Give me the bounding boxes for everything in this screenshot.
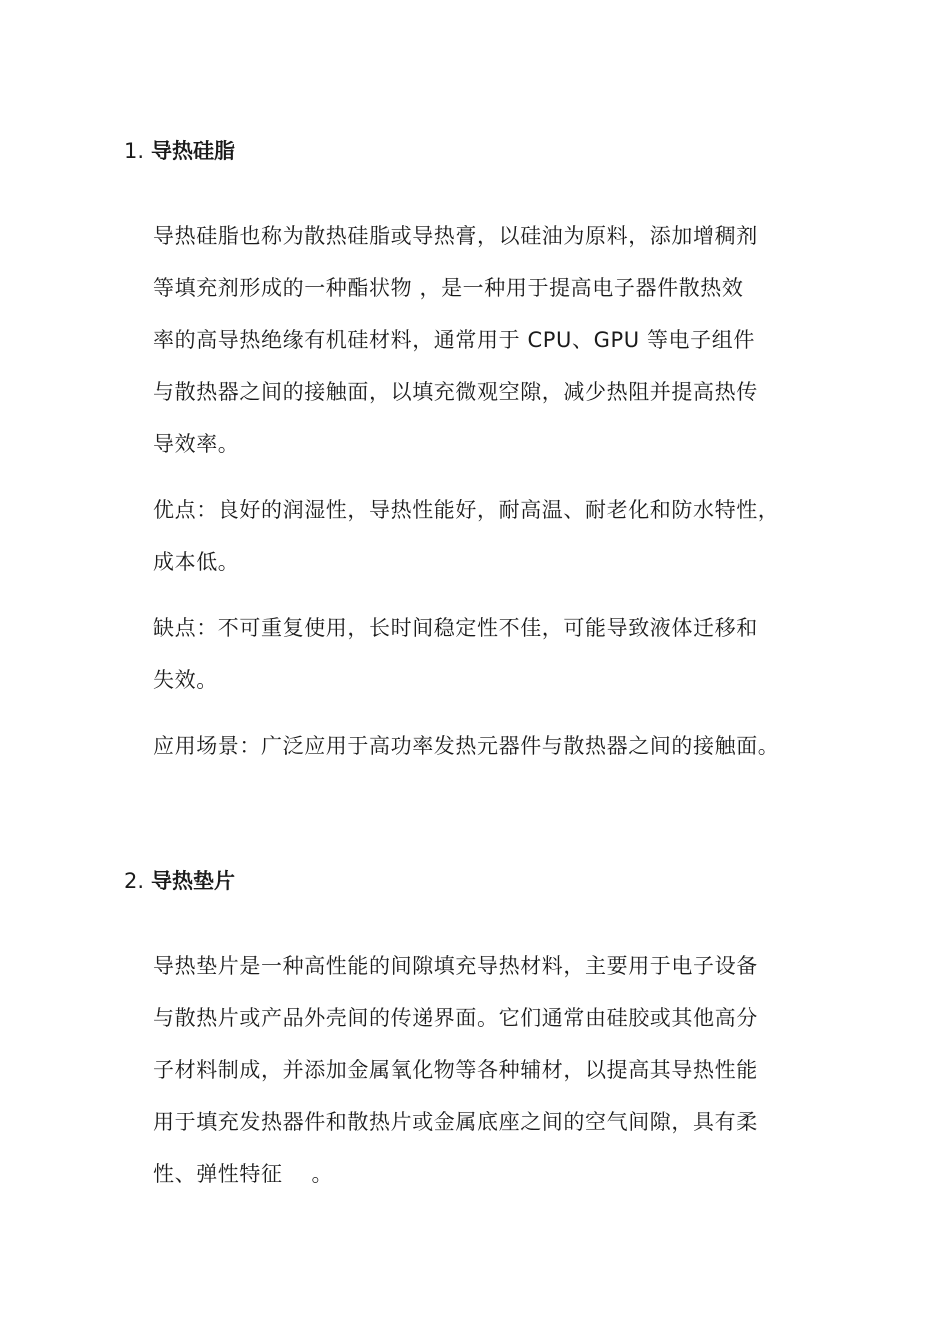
section-heading	[124, 136, 950, 166]
text-line: 子材料制成，并添加金属氧化物等各种辅材，以提高其导热性能	[153, 1058, 758, 1082]
text-line: 缺点：不可重复使用，长时间稳定性不佳，可能导致液体迁移和	[153, 616, 758, 640]
text-line: 性、弹性特征 。	[153, 1162, 334, 1186]
section-title: 导热硅脂	[151, 139, 236, 163]
text-line: 与散热片或产品外壳间的传递界面。它们通常由硅胶或其他高分	[153, 1006, 758, 1030]
section-thermal-grease	[0, 136, 950, 772]
section-number: 1.	[124, 139, 145, 163]
section-number: 2.	[124, 869, 145, 893]
text-line: 等填充剂形成的一种酯状物 ，是一种用于提高电子器件散热效	[153, 276, 744, 300]
text-line: 与散热器之间的接触面，以填充微观空隙，减少热阻并提高热传	[153, 380, 758, 404]
text-line: 优点：良好的润湿性，导热性能好，耐高温、耐老化和防水特性，	[153, 498, 780, 522]
text-line: 率的高导热绝缘有机硅材料，通常用于 CPU、GPU 等电子组件	[153, 328, 755, 352]
application-paragraph	[153, 720, 813, 772]
description-paragraph	[153, 940, 813, 1200]
text-line: 应用场景：广泛应用于高功率发热元器件与散热器之间的接触面。	[153, 734, 780, 758]
advantages-paragraph	[153, 484, 813, 588]
text-line: 用于填充发热器件和散热片或金属底座之间的空气间隙，具有柔	[153, 1110, 758, 1134]
section-thermal-pad	[0, 866, 950, 1200]
section-title: 导热垫片	[151, 869, 236, 893]
description-paragraph	[153, 210, 813, 470]
disadvantages-paragraph	[153, 602, 813, 706]
text-line: 导热垫片是一种高性能的间隙填充导热材料，主要用于电子设备	[153, 954, 758, 978]
text-line: 失效。	[153, 668, 218, 692]
text-line: 导效率。	[153, 432, 240, 456]
text-line: 成本低。	[153, 550, 240, 574]
text-line: 导热硅脂也称为散热硅脂或导热膏，以硅油为原料，添加增稠剂	[153, 224, 758, 248]
section-heading	[124, 866, 950, 896]
